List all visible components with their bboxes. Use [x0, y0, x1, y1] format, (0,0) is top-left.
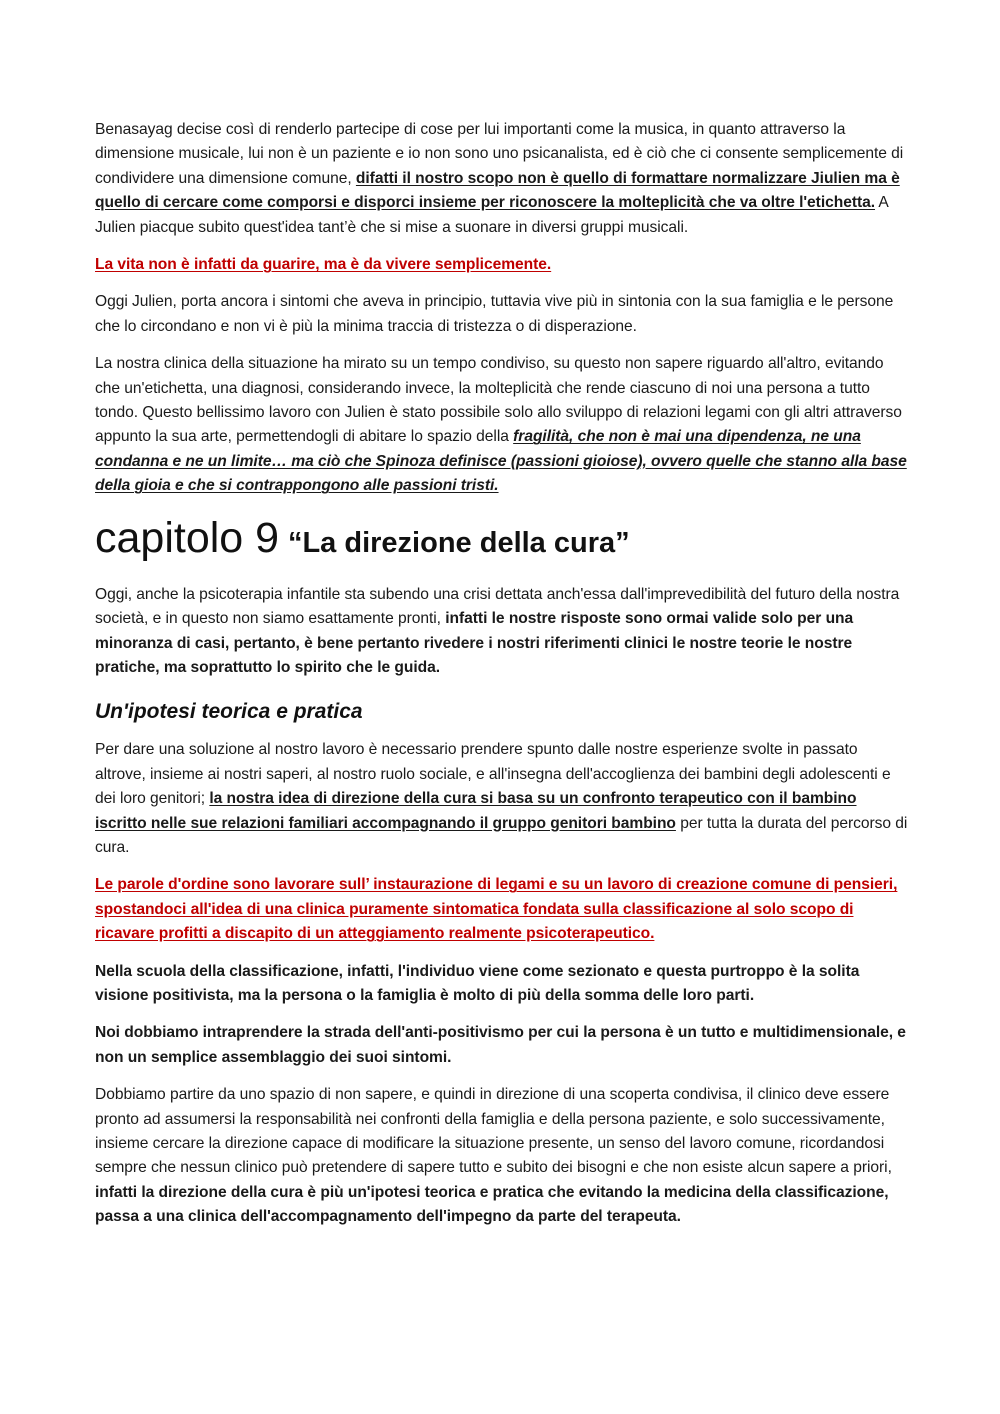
paragraph-text: Oggi, anche la psicoterapia infantile sta subendo una crisi dettata anch'essa dall'imprevedibilità del futuro della nostra società, e in questo non siamo esattamente pronti,	[95, 585, 900, 628]
section-subheading: Un'ipotesi teorica e pratica	[95, 700, 363, 724]
paragraph-anti-positivismo: Noi dobbiamo intraprendere la strada dell'anti-positivismo per cui la persona è un tutto e multidimensionale, e non un semplice assemblaggio dei suoi sintomi.	[95, 1024, 906, 1066]
paragraph-text: per tutta la durata del percorso di cura.	[95, 814, 908, 856]
chapter-number: capitolo 9	[95, 513, 280, 562]
paragraph-text: La nostra clinica della situazione ha mirato su un tempo condiviso, su questo non sapere riguardo all'altro, evitando che un'etichetta, una diagnosi, considerando invece, la molteplicità che rende ciascuno di noi una persona a tutto tondo. Questo bellissimo lavoro con Julien è stato possibile solo allo sviluppo di relazioni legami con gli altri attraverso appunto la sua arte, permettendogli di abitare lo spazio della	[95, 355, 902, 446]
bold-underlined-text: la nostra idea di direzione della cura si basa su un confronto terapeutico con il bambino iscritto nelle sue relazioni familiari accompagnando il gruppo genitori bambino	[95, 790, 857, 832]
bold-underlined-text: difatti il nostro scopo non è quello di formattare normalizzare Jiulien ma è quello di cercare come comporsi e disporci insieme per riconoscere la molteplicità che va oltre l'etichetta.	[95, 169, 900, 212]
red-highlight-sentence: La vita non è infatti da guarire, ma è da vivere semplicemente.	[95, 256, 552, 274]
paragraph-psicoterapia-infantile	[95, 583, 910, 681]
paragraph-benasayag-music	[95, 118, 910, 240]
paragraph-soluzione-lavoro	[95, 738, 910, 860]
document-page	[95, 118, 910, 1243]
red-highlight-paragraph: Le parole d'ordine sono lavorare sull’ instaurazione di legami e su un lavoro di creazione comune di pensieri, spostandoci all'idea di una clinica puramente sintomatica fondata sulla classificazione al solo scopo di ricavare profitti a discapito di un atteggiamento realmente psicoterapeutico.	[95, 876, 898, 943]
bold-text: infatti le nostre risposte sono ormai valide solo per una minoranza di casi, pertanto, è bene pertanto rivedere i nostri riferimenti clinici le nostre teorie le nostre pratiche, ma soprattutto lo spirito che le guida.	[95, 610, 854, 676]
bold-text: infatti la direzione della cura è più un'ipotesi teorica e pratica che evitando la medicina della classificazione, passa a una clinica dell'accompagnamento dell'impegno da parte del terapeuta.	[95, 1183, 889, 1226]
paragraph-classificazione: Nella scuola della classificazione, infatti, l'individuo viene come sezionato e questa purtroppo è la solita visione positivista, ma la persona o la famiglia è molto di più della somma delle loro parti.	[95, 962, 860, 1004]
paragraph-text: Per dare una soluzione al nostro lavoro è necessario prendere spunto dalle nostre esperienze svolte in passato altrove, insieme ai nostri saperi, al nostro ruolo sociale, e all'insegna dell'accoglienza dei bambini degli adolescenti e dei loro genitori;	[95, 741, 891, 808]
paragraph-julien-today: Oggi Julien, porta ancora i sintomi che aveva in principio, tuttavia vive più in sintonia con la sua famiglia e le persone che lo circondano e non vi è più la minima traccia di tristezza o di disperazione.	[95, 293, 894, 335]
paragraph-text: Benasayag decise così di renderlo partecipe di cose per lui importanti come la musica, in quanto attraverso la dimensione musicale, lui non è un paziente e io non sono uno psicanalista, ed è ciò che ci consente semplicemente di condividere una dimensione comune,	[95, 121, 904, 187]
paragraph-text: A Julien piacque subito quest'idea tant’è che si mise a suonare in diversi gruppi musicali.	[95, 194, 888, 236]
paragraph-text: Dobbiamo partire da uno spazio di non sapere, e quindi in direzione di una scoperta condivisa, il clinico deve essere pronto ad assumersi la responsabilità nei confronti della famiglia e della persona paziente, e solo successivamente, insieme cercare la direzione capace di modificare la situazione presente, un senso del lavoro comune, ricordandosi sempre che nessun clinico può pretendere di sapere tutto e subito dei bisogni e che non esiste alcun sapere a priori,	[95, 1086, 892, 1177]
paragraph-non-sapere	[95, 1083, 910, 1229]
paragraph-clinica-situazione	[95, 352, 910, 498]
chapter-title: “La direzione della cura”	[287, 526, 630, 559]
bold-italic-underlined-text: fragilità, che non è mai una dipendenza, ne una condanna e ne un limite… ma ciò che Spinoza definisce (passioni gioiose), ovvero quelle che stanno alla base della gioia e che si contrappongono alle passioni tristi.	[95, 428, 907, 495]
chapter-heading	[95, 512, 910, 569]
